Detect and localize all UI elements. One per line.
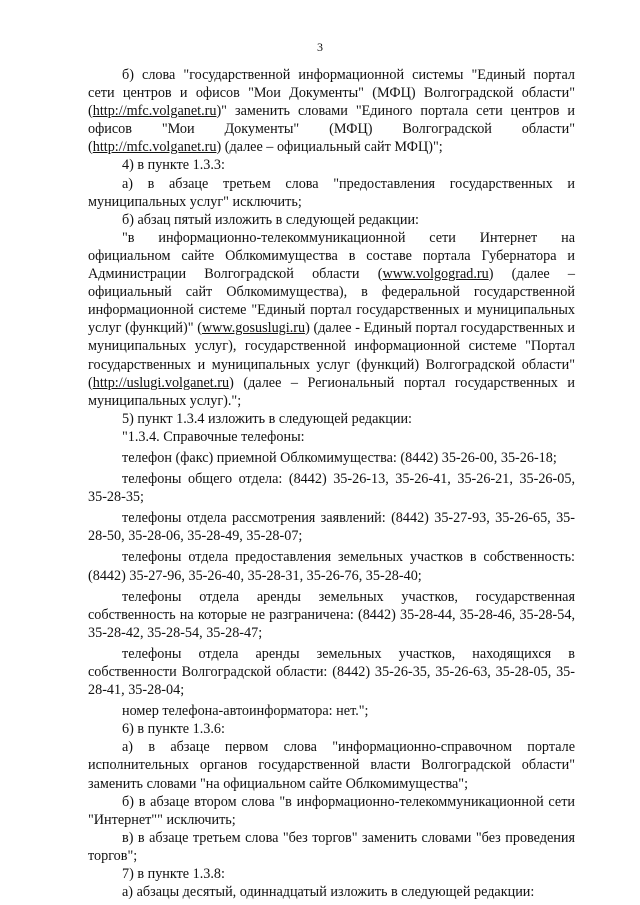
- paragraph: в) в абзаце третьем слова "без торгов" заменить словами "без проведения торгов";: [88, 829, 575, 864]
- url-text: http://uslugi.volganet.ru: [92, 374, 230, 391]
- paragraph: 6) в пункте 1.3.6:: [122, 721, 225, 738]
- paragraph: 4) в пункте 1.3.3:: [122, 157, 225, 174]
- url-text: www.volgograd.ru: [382, 266, 489, 283]
- document-body: [88, 66, 575, 901]
- paragraph: телефоны отдела рассмотрения заявлений: (8442) 35-27-93, 35-26-65, 35-28-50, 35-28-06, 35-28-49, 35-28-07;: [88, 510, 575, 545]
- paragraph: "в информационно-телекоммуникационной сети Интернет на официальном сайте Облкомимущества в составе портала Губернатора и Администрации Волгоградской области (www.volgograd.ru) (далее – официальный сайт Облкомимущества), в федеральной государственной информационной системе "Единый портал государственных и муниципальных услуг (функций)" (www.gosuslugi.ru) (далее - Единый портал государственных и муниципальных услуг), государственной информационной системе "Портал государственных и муниципальных услуг (функций) Волгоградской области" (http://uslugi.volganet.ru) (далее – Региональный портал государственных и муниципальных услуг).";: [88, 229, 576, 409]
- paragraph: б) слова "государственной информационной системы "Единый портал сети центров и офисов "Мои Документы" (МФЦ) Волгоградской области" (http://mfc.volganet.ru)" заменить словами "Единого портала сети центров и офисов "Мои Документы" (МФЦ) Волгоградской области" (http://mfc.volganet.ru) (далее – официальный сайт МФЦ)";: [88, 67, 575, 156]
- paragraph: телефоны общего отдела: (8442) 35-26-13, 35-26-41, 35-26-21, 35-26-05, 35-28-35;: [88, 471, 575, 506]
- paragraph: телефоны отдела аренды земельных участков, государственная собственность на которые не разграничена: (8442) 35-28-44, 35-28-46, 35-28-54, 35-28-42, 35-28-54, 35-28-47;: [88, 588, 575, 641]
- url-text: www.gosuslugi.ru: [201, 320, 306, 337]
- url-text: http://mfc.volganet.ru: [92, 139, 217, 156]
- url-text: http://mfc.volganet.ru: [92, 103, 217, 120]
- paragraph: телефон (факс) приемной Облкомимущества: (8442) 35-26-00, 35-26-18;: [122, 449, 557, 466]
- paragraph: номер телефона-автоинформатора: нет.";: [122, 703, 369, 720]
- paragraph: 5) пункт 1.3.4 изложить в следующей редакции:: [122, 410, 412, 427]
- paragraph: а) абзацы десятый, одиннадцатый изложить в следующей редакции:: [122, 884, 535, 901]
- paragraph: "1.3.4. Справочные телефоны:: [122, 428, 305, 445]
- paragraph: б) в абзаце втором слова "в информационно-телекоммуникационной сети "Интернет"" исключить;: [88, 793, 575, 828]
- paragraph: а) в абзаце первом слова "информационно-справочном портале исполнительных органов государственной власти Волгоградской области" заменить словами "на официальном сайте Облкомимущества";: [88, 739, 575, 792]
- paragraph: б) абзац пятый изложить в следующей редакции:: [122, 211, 420, 228]
- paragraph: а) в абзаце третьем слова "предоставления государственных и муниципальных услуг" исключить;: [88, 175, 575, 210]
- paragraph: 7) в пункте 1.3.8:: [122, 866, 225, 883]
- paragraph: телефоны отдела аренды земельных участков, находящихся в собственности Волгоградской области: (8442) 35-26-35, 35-26-63, 35-28-05, 35-28-41, 35-28-04;: [88, 645, 575, 699]
- page-number: 3: [317, 40, 323, 54]
- paragraph: телефоны отдела предоставления земельных участков в собственность: (8442) 35-27-96, 35-26-40, 35-28-31, 35-26-76, 35-28-40;: [88, 549, 575, 584]
